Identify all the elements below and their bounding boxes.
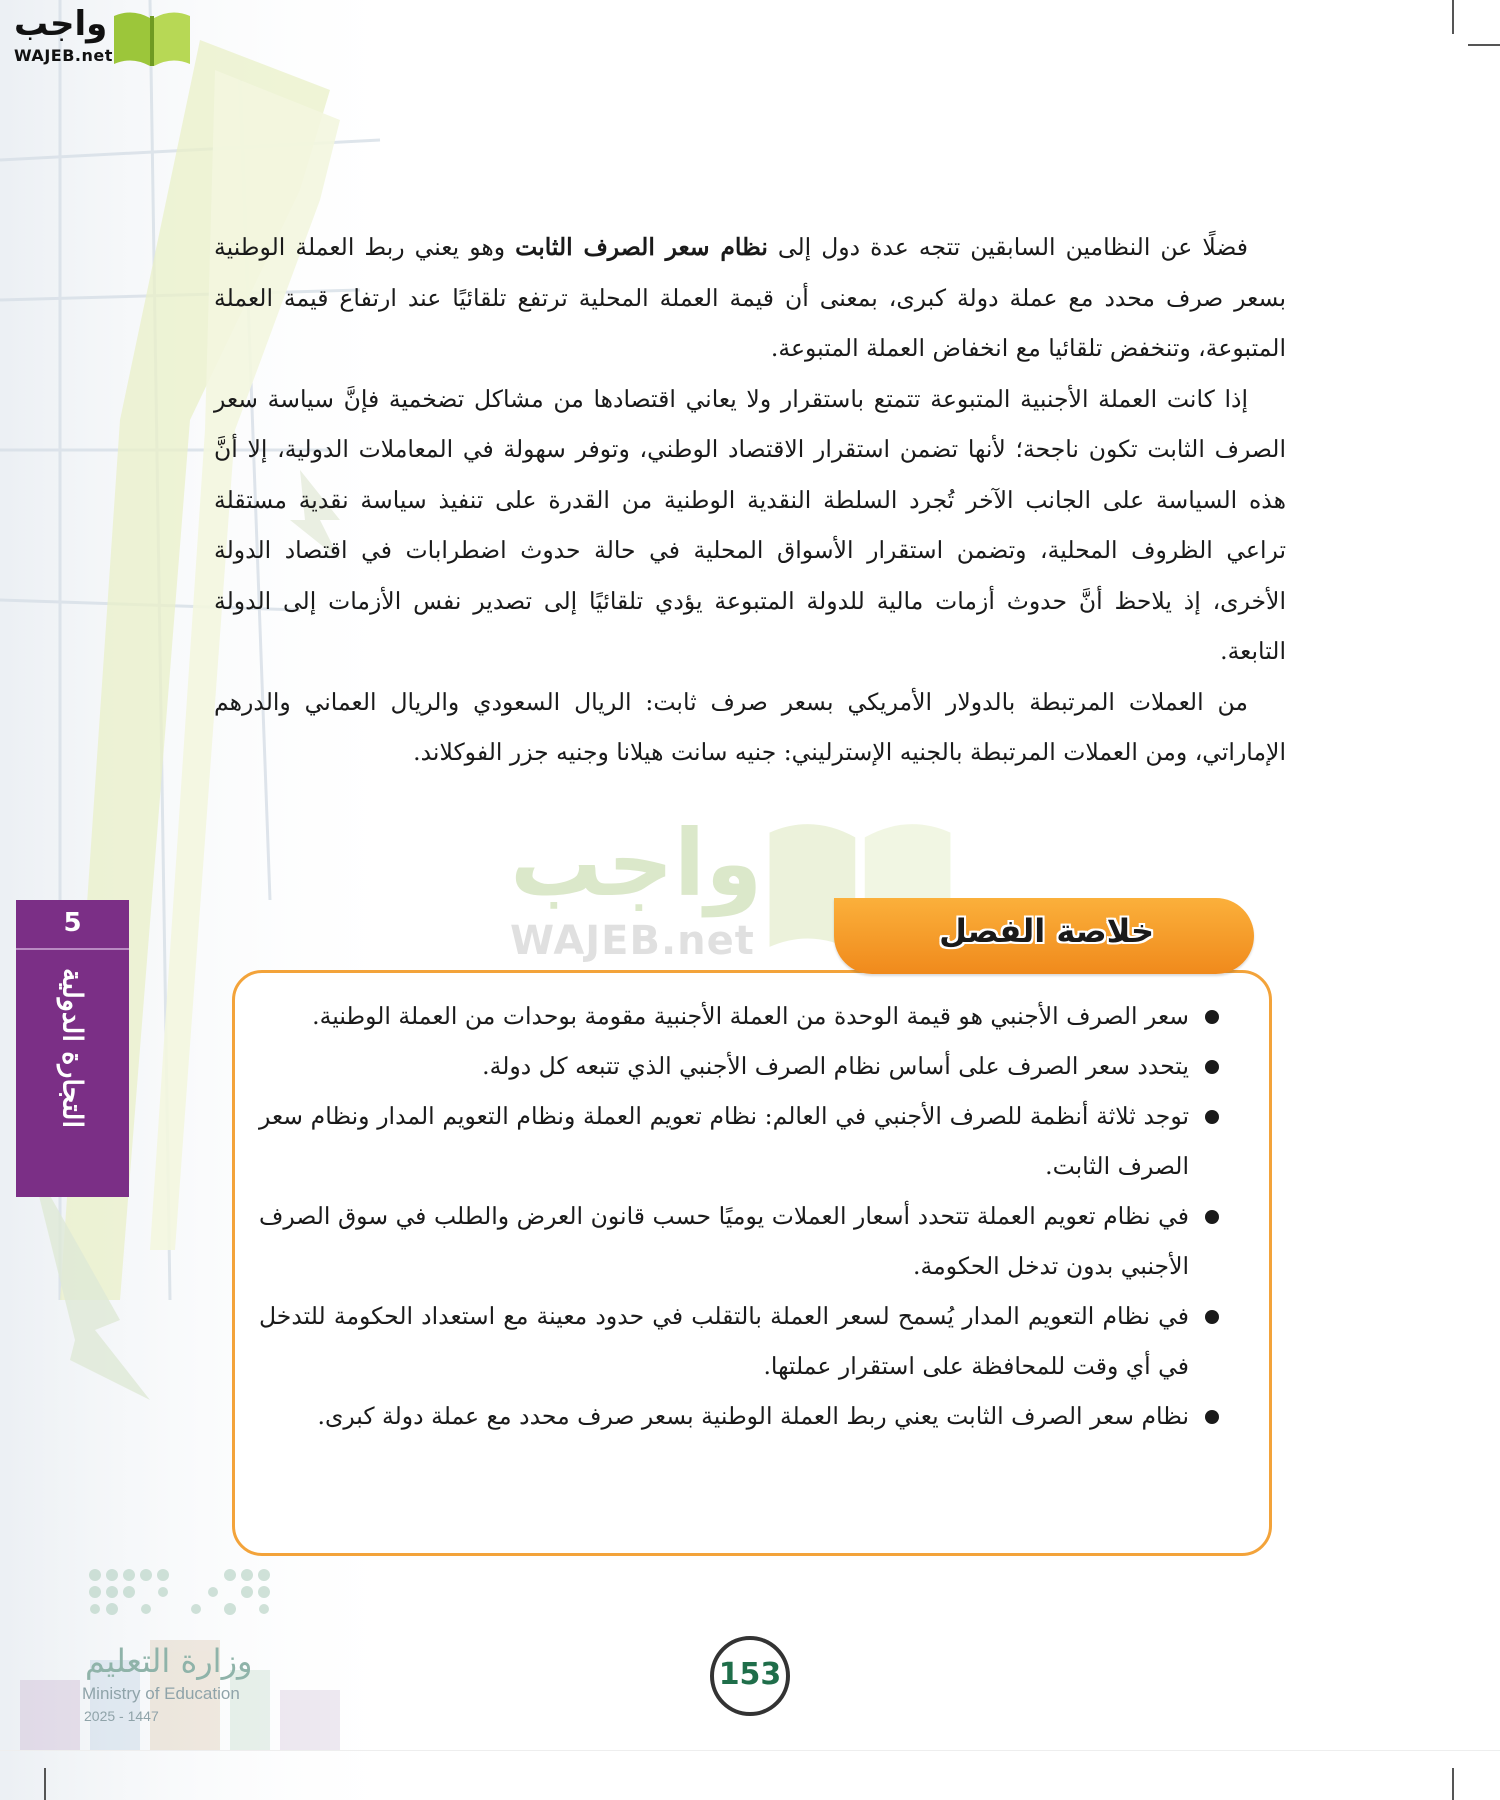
ministry-logo <box>70 1560 370 1750</box>
ministry-arabic: وزارة التعليم <box>85 1642 253 1680</box>
paragraph-examples: من العملات المرتبطة بالدولار الأمريكي بسعر صرف ثابت: الريال السعودي والريال العماني والدرهم الإماراتي، ومن العملات المرتبطة بالجنيه الإسترليني: جنيه سانت هيلانا وجنيه جزر الفوكلاند. <box>214 687 1286 766</box>
bullet-icon <box>1205 1010 1219 1024</box>
watermark-arabic: واجب <box>510 810 763 917</box>
crop-mark <box>1452 0 1454 34</box>
paragraph-fixed-exchange-rate: فضلًا عن النظامين السابقين تتجه عدة دول إلى نظام سعر الصرف الثابت وهو يعني ربط العملة الوطنية بسعر صرف محدد مع عملة دولة كبرى، بمعنى أن قيمة العملة المحلية ترتفع تلقائيًا عند ارتفاع قيمة العملة المتبوعة، وتنخفض تلقائيا مع انخفاض العملة المتبوعة. <box>214 233 1286 362</box>
summary-item: يتحدد سعر الصرف على أساس نظام الصرف الأجنبي الذي تتبعه كل دولة. <box>259 1041 1219 1091</box>
summary-item: سعر الصرف الأجنبي هو قيمة الوحدة من العملة الأجنبية مقومة بوحدات من العملة الوطنية. <box>259 991 1219 1041</box>
page-number: 153 <box>710 1636 790 1716</box>
summary-title: خلاصة الفصل <box>939 912 1154 950</box>
bold-term: نظام سعر الصرف الثابت <box>515 233 768 261</box>
chapter-title: التجارة الدولية <box>56 968 88 1128</box>
logo-latin: WAJEB.net <box>14 46 113 65</box>
bullet-icon <box>1205 1060 1219 1074</box>
crop-mark <box>1468 44 1500 46</box>
bullet-icon <box>1205 1110 1219 1124</box>
crop-mark <box>44 1768 46 1800</box>
crop-mark <box>1452 1768 1454 1800</box>
book-icon <box>110 8 194 68</box>
bullet-icon <box>1205 1410 1219 1424</box>
chapter-number: 5 <box>16 908 129 950</box>
summary-item: في نظام تعويم العملة تتحدد أسعار العملات يوميًا حسب قانون العرض والطلب في سوق الصرف الأجنبي بدون تدخل الحكومة. <box>259 1191 1219 1291</box>
watermark-latin: WAJEB.net <box>510 918 755 964</box>
chapter-side-tab <box>16 900 129 1197</box>
ministry-year: 2025 - 1447 <box>84 1708 159 1724</box>
bullet-icon <box>1205 1210 1219 1224</box>
summary-item: في نظام التعويم المدار يُسمح لسعر العملة بالتقلب في حدود معينة مع استعداد الحكومة للتدخل في أي وقت للمحافظة على استقرار عملتها. <box>259 1291 1219 1391</box>
main-text <box>214 222 1286 778</box>
summary-list <box>259 991 1219 1441</box>
bullet-icon <box>1205 1310 1219 1324</box>
ministry-english: Ministry of Education <box>82 1684 240 1703</box>
paragraph-advantages: إذا كانت العملة الأجنبية المتبوعة تتمتع باستقرار ولا يعاني اقتصادها من مشاكل تضخمية فإنَّ سياسة سعر الصرف الثابت تكون ناجحة؛ لأنها تضمن استقرار الاقتصاد الوطني، وتوفر سهولة في المعاملات الدولية، إلا أنَّ هذه السياسة على الجانب الآخر تُجرد السلطة النقدية الوطنية من القدرة على تنفيذ سياسة نقدية مستقلة تراعي الظروف المحلية، وتضمن استقرار الأسواق المحلية في حالة حدوث اضطرابات في اقتصاد الدولة الأخرى، إذ يلاحظ أنَّ حدوث أزمات مالية للدولة المتبوعة يؤدي تلقائيًا إلى تصدير نفس الأزمات إلى الدولة التابعة. <box>214 384 1286 665</box>
summary-item: توجد ثلاثة أنظمة للصرف الأجنبي في العالم: نظام تعويم العملة ونظام التعويم المدار ونظام سعر الصرف الثابت. <box>259 1091 1219 1191</box>
summary-item: نظام سعر الصرف الثابت يعني ربط العملة الوطنية بسعر صرف محدد مع عملة دولة كبرى. <box>259 1391 1219 1441</box>
logo-arabic: واجب <box>14 4 108 44</box>
summary-box <box>232 970 1272 1556</box>
summary-header <box>834 898 1254 974</box>
wajeb-logo <box>8 4 193 68</box>
